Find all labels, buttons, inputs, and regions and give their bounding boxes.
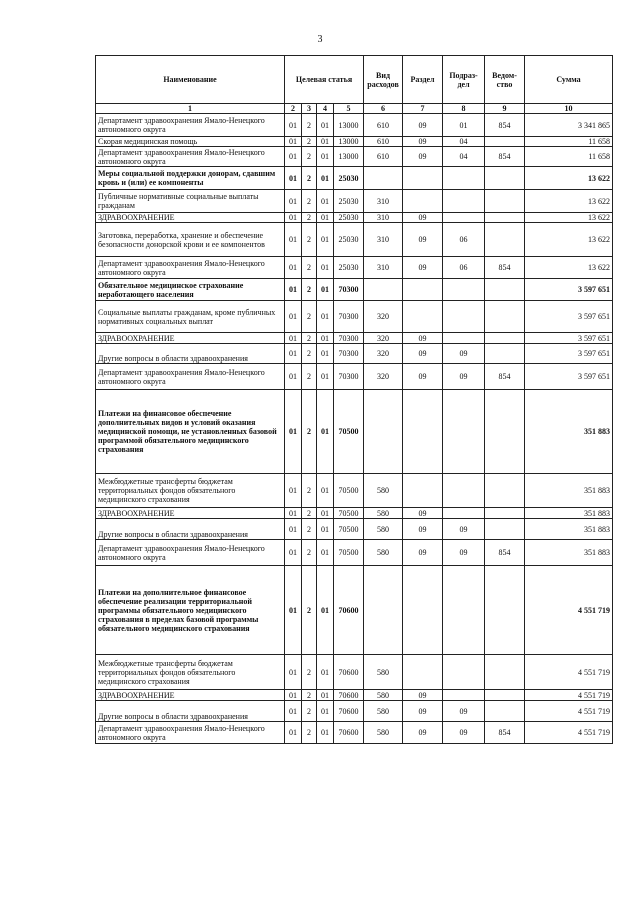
code-direction: 70500 (334, 508, 364, 519)
summa: 3 597 651 (525, 279, 613, 301)
code-program: 01 (285, 690, 302, 701)
table-row (96, 301, 613, 333)
code-main: 01 (317, 701, 334, 722)
code-program: 01 (285, 390, 302, 474)
col-num: 6 (364, 104, 403, 114)
razdel: 09 (403, 147, 443, 167)
code-main: 01 (317, 333, 334, 344)
code-program: 01 (285, 190, 302, 213)
code-direction: 70600 (334, 690, 364, 701)
razdel: 09 (403, 519, 443, 540)
code-direction: 70500 (334, 540, 364, 566)
vedomstvo (485, 344, 525, 364)
row-name: ЗДРАВООХРАНЕНИЕ (96, 333, 285, 344)
table-row (96, 223, 613, 257)
code-subprogram: 2 (302, 508, 317, 519)
header-summa: Сумма (525, 56, 613, 104)
code-main: 01 (317, 655, 334, 690)
header-name: Наименование (96, 56, 285, 104)
summa: 4 551 719 (525, 701, 613, 722)
code-main: 01 (317, 364, 334, 390)
header-vid: Вид расходов (364, 56, 403, 104)
row-name: Скорая медицинская помощь (96, 137, 285, 147)
podrazdel: 09 (443, 519, 485, 540)
code-subprogram: 2 (302, 114, 317, 137)
col-num: 9 (485, 104, 525, 114)
table-row (96, 690, 613, 701)
table-row (96, 519, 613, 540)
summa: 4 551 719 (525, 566, 613, 655)
code-main: 01 (317, 257, 334, 279)
code-main: 01 (317, 474, 334, 508)
vedomstvo: 854 (485, 540, 525, 566)
col-num: 4 (317, 104, 334, 114)
table-row (96, 167, 613, 190)
table-row (96, 213, 613, 223)
razdel (403, 167, 443, 190)
summa: 351 883 (525, 519, 613, 540)
table-row (96, 333, 613, 344)
podrazdel: 06 (443, 223, 485, 257)
page-number: 3 (317, 34, 323, 45)
col-num: 7 (403, 104, 443, 114)
budget-table (95, 55, 613, 744)
vid-rashodov: 320 (364, 333, 403, 344)
summa: 4 551 719 (525, 722, 613, 744)
code-program: 01 (285, 114, 302, 137)
code-direction: 70300 (334, 333, 364, 344)
vedomstvo (485, 190, 525, 213)
code-subprogram: 2 (302, 190, 317, 213)
header-vedomstvo: Ведом-ство (485, 56, 525, 104)
row-name: Социальные выплаты гражданам, кроме публичных нормативных социальных выплат (96, 301, 285, 333)
code-program: 01 (285, 147, 302, 167)
code-main: 01 (317, 223, 334, 257)
razdel: 09 (403, 223, 443, 257)
podrazdel: 06 (443, 257, 485, 279)
code-subprogram: 2 (302, 147, 317, 167)
vid-rashodov: 310 (364, 190, 403, 213)
code-direction: 25030 (334, 223, 364, 257)
code-main: 01 (317, 519, 334, 540)
podrazdel: 09 (443, 364, 485, 390)
vid-rashodov: 310 (364, 223, 403, 257)
vid-rashodov: 320 (364, 344, 403, 364)
row-name: Департамент здравоохранения Ямало-Ненецкого автономного округа (96, 147, 285, 167)
table-row (96, 722, 613, 744)
row-name: Департамент здравоохранения Ямало-Ненецкого автономного округа (96, 114, 285, 137)
code-direction: 70300 (334, 301, 364, 333)
code-subprogram: 2 (302, 167, 317, 190)
table-row (96, 390, 613, 474)
header-razdel: Раздел (403, 56, 443, 104)
col-num: 1 (96, 104, 285, 114)
vedomstvo: 854 (485, 114, 525, 137)
razdel: 09 (403, 690, 443, 701)
vid-rashodov (364, 390, 403, 474)
code-direction: 70500 (334, 519, 364, 540)
podrazdel: 01 (443, 114, 485, 137)
podrazdel (443, 508, 485, 519)
table-row (96, 137, 613, 147)
row-name: Другие вопросы в области здравоохранения (96, 344, 285, 364)
code-subprogram: 2 (302, 566, 317, 655)
row-name: Департамент здравоохранения Ямало-Ненецкого автономного округа (96, 540, 285, 566)
code-program: 01 (285, 257, 302, 279)
code-subprogram: 2 (302, 690, 317, 701)
vedomstvo (485, 508, 525, 519)
podrazdel (443, 474, 485, 508)
table-row (96, 540, 613, 566)
podrazdel (443, 566, 485, 655)
razdel (403, 301, 443, 333)
code-subprogram: 2 (302, 223, 317, 257)
summa: 351 883 (525, 390, 613, 474)
podrazdel (443, 301, 485, 333)
code-program: 01 (285, 213, 302, 223)
code-subprogram: 2 (302, 213, 317, 223)
vid-rashodov: 580 (364, 690, 403, 701)
vedomstvo (485, 301, 525, 333)
vid-rashodov: 580 (364, 655, 403, 690)
row-name: Платежи на финансовое обеспечение дополнительных видов и условий оказания медицинской помощи, не установленных базовой программой обязательного медицинского страхования (96, 390, 285, 474)
vedomstvo (485, 519, 525, 540)
vid-rashodov: 610 (364, 137, 403, 147)
code-program: 01 (285, 167, 302, 190)
vid-rashodov: 320 (364, 364, 403, 390)
row-name: Публичные нормативные социальные выплаты гражданам (96, 190, 285, 213)
podrazdel: 04 (443, 137, 485, 147)
code-program: 01 (285, 519, 302, 540)
razdel (403, 279, 443, 301)
razdel: 09 (403, 701, 443, 722)
summa: 4 551 719 (525, 690, 613, 701)
code-direction: 70300 (334, 279, 364, 301)
column-numbers-row (96, 104, 613, 114)
vid-rashodov: 580 (364, 474, 403, 508)
table-row (96, 114, 613, 137)
code-subprogram: 2 (302, 519, 317, 540)
code-program: 01 (285, 301, 302, 333)
razdel (403, 190, 443, 213)
code-subprogram: 2 (302, 344, 317, 364)
razdel: 09 (403, 257, 443, 279)
row-name: Департамент здравоохранения Ямало-Ненецкого автономного округа (96, 257, 285, 279)
podrazdel (443, 655, 485, 690)
podrazdel (443, 333, 485, 344)
podrazdel: 04 (443, 147, 485, 167)
code-direction: 25030 (334, 167, 364, 190)
code-main: 01 (317, 722, 334, 744)
code-direction: 70500 (334, 474, 364, 508)
code-direction: 70300 (334, 344, 364, 364)
vedomstvo (485, 167, 525, 190)
table-row (96, 257, 613, 279)
razdel (403, 390, 443, 474)
summa: 11 658 (525, 147, 613, 167)
table-row (96, 147, 613, 167)
code-program: 01 (285, 540, 302, 566)
row-name: Заготовка, переработка, хранение и обеспечение безопасности донорской крови и ее компонентов (96, 223, 285, 257)
razdel: 09 (403, 213, 443, 223)
code-subprogram: 2 (302, 301, 317, 333)
vedomstvo (485, 701, 525, 722)
vedomstvo (485, 390, 525, 474)
vid-rashodov: 310 (364, 257, 403, 279)
code-main: 01 (317, 301, 334, 333)
code-direction: 25030 (334, 190, 364, 213)
row-name: ЗДРАВООХРАНЕНИЕ (96, 690, 285, 701)
table-row (96, 190, 613, 213)
header-row (96, 56, 613, 104)
summa: 13 622 (525, 167, 613, 190)
table-row (96, 474, 613, 508)
summa: 351 883 (525, 540, 613, 566)
code-main: 01 (317, 344, 334, 364)
code-subprogram: 2 (302, 540, 317, 566)
podrazdel: 09 (443, 344, 485, 364)
summa: 3 341 865 (525, 114, 613, 137)
razdel: 09 (403, 540, 443, 566)
vedomstvo: 854 (485, 364, 525, 390)
code-program: 01 (285, 701, 302, 722)
podrazdel: 09 (443, 701, 485, 722)
code-subprogram: 2 (302, 722, 317, 744)
vid-rashodov: 310 (364, 213, 403, 223)
summa: 13 622 (525, 257, 613, 279)
vid-rashodov: 320 (364, 301, 403, 333)
code-program: 01 (285, 364, 302, 390)
code-program: 01 (285, 279, 302, 301)
summa: 351 883 (525, 508, 613, 519)
row-name: Межбюджетные трансферты бюджетам территориальных фондов обязательного медицинского страхования (96, 655, 285, 690)
code-direction: 13000 (334, 147, 364, 167)
code-direction: 70600 (334, 701, 364, 722)
vedomstvo (485, 213, 525, 223)
row-name: Платежи на дополнительное финансовое обеспечение реализации территориальной программы обязательного медицинского страхования в пределах базовой программы обязательного медицинского страхования (96, 566, 285, 655)
razdel: 09 (403, 333, 443, 344)
code-direction: 70300 (334, 364, 364, 390)
code-main: 01 (317, 566, 334, 655)
table-row (96, 508, 613, 519)
row-name: ЗДРАВООХРАНЕНИЕ (96, 508, 285, 519)
vid-rashodov: 610 (364, 114, 403, 137)
vedomstvo: 854 (485, 257, 525, 279)
code-subprogram: 2 (302, 279, 317, 301)
code-main: 01 (317, 167, 334, 190)
code-direction: 70600 (334, 566, 364, 655)
row-name: Департамент здравоохранения Ямало-Ненецкого автономного округа (96, 364, 285, 390)
code-program: 01 (285, 722, 302, 744)
vid-rashodov (364, 279, 403, 301)
podrazdel (443, 167, 485, 190)
code-program: 01 (285, 137, 302, 147)
vid-rashodov: 580 (364, 519, 403, 540)
code-main: 01 (317, 137, 334, 147)
summa: 3 597 651 (525, 333, 613, 344)
col-num: 8 (443, 104, 485, 114)
vedomstvo (485, 474, 525, 508)
summa: 3 597 651 (525, 364, 613, 390)
code-program: 01 (285, 655, 302, 690)
col-num: 3 (302, 104, 317, 114)
code-main: 01 (317, 508, 334, 519)
razdel (403, 474, 443, 508)
vedomstvo: 854 (485, 722, 525, 744)
podrazdel (443, 390, 485, 474)
summa: 13 622 (525, 223, 613, 257)
razdel (403, 566, 443, 655)
code-main: 01 (317, 390, 334, 474)
row-name: ЗДРАВООХРАНЕНИЕ (96, 213, 285, 223)
razdel: 09 (403, 344, 443, 364)
code-subprogram: 2 (302, 701, 317, 722)
vedomstvo (485, 655, 525, 690)
code-program: 01 (285, 474, 302, 508)
vedomstvo (485, 137, 525, 147)
summa: 11 658 (525, 137, 613, 147)
code-program: 01 (285, 333, 302, 344)
code-main: 01 (317, 540, 334, 566)
row-name: Другие вопросы в области здравоохранения (96, 701, 285, 722)
podrazdel: 09 (443, 722, 485, 744)
podrazdel: 09 (443, 540, 485, 566)
table-row (96, 566, 613, 655)
code-direction: 13000 (334, 114, 364, 137)
summa: 13 622 (525, 190, 613, 213)
vedomstvo (485, 223, 525, 257)
code-subprogram: 2 (302, 364, 317, 390)
code-program: 01 (285, 223, 302, 257)
code-program: 01 (285, 508, 302, 519)
code-program: 01 (285, 566, 302, 655)
summa: 13 622 (525, 213, 613, 223)
code-subprogram: 2 (302, 137, 317, 147)
code-subprogram: 2 (302, 257, 317, 279)
razdel: 09 (403, 722, 443, 744)
row-name: Обязательное медицинское страхование неработающего населения (96, 279, 285, 301)
code-direction: 70600 (334, 722, 364, 744)
col-num: 2 (285, 104, 302, 114)
code-direction: 70500 (334, 390, 364, 474)
code-program: 01 (285, 344, 302, 364)
header-target: Целевая статья (285, 56, 364, 104)
summa: 3 597 651 (525, 301, 613, 333)
vedomstvo (485, 333, 525, 344)
vedomstvo (485, 690, 525, 701)
code-subprogram: 2 (302, 474, 317, 508)
table-row (96, 655, 613, 690)
code-subprogram: 2 (302, 333, 317, 344)
code-direction: 25030 (334, 213, 364, 223)
code-main: 01 (317, 690, 334, 701)
table-row (96, 344, 613, 364)
podrazdel (443, 213, 485, 223)
razdel: 09 (403, 114, 443, 137)
razdel: 09 (403, 364, 443, 390)
podrazdel (443, 190, 485, 213)
code-main: 01 (317, 147, 334, 167)
col-num: 10 (525, 104, 613, 114)
podrazdel (443, 279, 485, 301)
code-main: 01 (317, 213, 334, 223)
vedomstvo: 854 (485, 147, 525, 167)
vid-rashodov: 580 (364, 701, 403, 722)
vid-rashodov: 610 (364, 147, 403, 167)
table-row (96, 701, 613, 722)
summa: 3 597 651 (525, 344, 613, 364)
summa: 351 883 (525, 474, 613, 508)
code-subprogram: 2 (302, 390, 317, 474)
code-direction: 70600 (334, 655, 364, 690)
table-row (96, 279, 613, 301)
vid-rashodov: 580 (364, 508, 403, 519)
razdel: 09 (403, 137, 443, 147)
row-name: Межбюджетные трансферты бюджетам территориальных фондов обязательного медицинского страхования (96, 474, 285, 508)
razdel (403, 655, 443, 690)
code-direction: 13000 (334, 137, 364, 147)
podrazdel (443, 690, 485, 701)
row-name: Меры социальной поддержки донорам, сдавшим кровь и (или) ее компоненты (96, 167, 285, 190)
vid-rashodov (364, 167, 403, 190)
row-name: Другие вопросы в области здравоохранения (96, 519, 285, 540)
vid-rashodov: 580 (364, 540, 403, 566)
summa: 4 551 719 (525, 655, 613, 690)
code-main: 01 (317, 114, 334, 137)
code-main: 01 (317, 190, 334, 213)
razdel: 09 (403, 508, 443, 519)
code-subprogram: 2 (302, 655, 317, 690)
table-row (96, 364, 613, 390)
vid-rashodov (364, 566, 403, 655)
vedomstvo (485, 566, 525, 655)
vid-rashodov: 580 (364, 722, 403, 744)
vedomstvo (485, 279, 525, 301)
col-num: 5 (334, 104, 364, 114)
row-name: Департамент здравоохранения Ямало-Ненецкого автономного округа (96, 722, 285, 744)
header-podrazdel: Подраз-дел (443, 56, 485, 104)
code-direction: 25030 (334, 257, 364, 279)
code-main: 01 (317, 279, 334, 301)
